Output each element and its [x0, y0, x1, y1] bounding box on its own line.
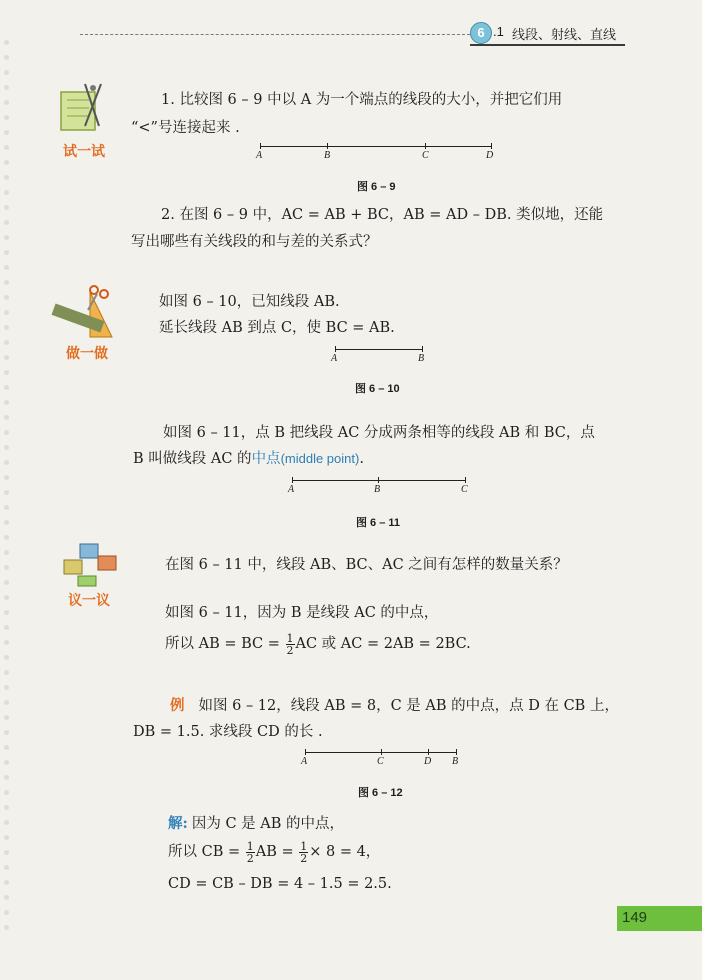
discuss-question: 在图 6 – 11 中，线段 AB、BC、AC 之间有怎样的数量关系？: [165, 557, 568, 573]
do-line1: 如图 6 – 10，已知线段 AB.: [159, 294, 340, 310]
point-label: C: [377, 756, 384, 767]
header-rule: [80, 34, 470, 35]
figure-caption: 图 6 – 9: [357, 181, 396, 193]
tick-d: [428, 749, 429, 755]
tick-d: [491, 143, 492, 149]
point-label: C: [422, 150, 429, 161]
solution-line1-text: 因为 C 是 AB 的中点，: [191, 816, 345, 832]
solution-line2-pre: 所以 CB =: [168, 844, 241, 860]
section-header: [470, 22, 630, 46]
point-label: A: [256, 150, 263, 161]
frac-den: 2: [300, 851, 308, 865]
midpoint-keyword: 中点: [251, 451, 281, 467]
fraction-one-half: [246, 841, 255, 864]
solution-line1: [168, 812, 344, 833]
figure-6-11: [287, 476, 477, 498]
point-label: B: [324, 150, 331, 161]
section-suffix: .1: [493, 24, 504, 39]
do-badge: [50, 282, 120, 362]
midpoint-line1: 如图 6 – 11，点 B 把线段 AC 分成两条相等的线段 AB 和 BC，点: [163, 425, 595, 441]
point-label: B: [452, 756, 459, 767]
figure-6-9: [255, 142, 505, 166]
point-label: A: [288, 484, 295, 495]
section-title: 线段、射线、直线: [512, 28, 617, 43]
do-line2: 延长线段 AB 到点 C，使 BC = AB.: [159, 320, 395, 336]
discussion-computers-icon: [58, 540, 122, 590]
answer-pre: 所以 AB = BC =: [165, 636, 280, 652]
point-label: A: [301, 756, 308, 767]
point-label: B: [374, 484, 381, 495]
midpoint-keyword-en: (middle point): [280, 451, 360, 466]
discuss-answer-line2: [165, 628, 471, 660]
tick-c: [425, 143, 426, 149]
page-number: 149: [622, 909, 648, 926]
solution-label: 解:: [168, 815, 188, 832]
tick-a: [292, 477, 293, 483]
discuss-answer-line1: 如图 6 – 11，因为 B 是线段 AC 的中点，: [165, 605, 439, 621]
do-badge-label: 做一做: [66, 345, 108, 361]
tick-b: [327, 143, 328, 149]
frac-den: 2: [246, 851, 254, 865]
tick-b: [378, 477, 379, 483]
midpoint-line2-post: .: [359, 451, 364, 467]
point-label: A: [331, 353, 338, 364]
segment-line: [335, 349, 423, 350]
tick-a: [260, 143, 261, 149]
point-label: D: [424, 756, 432, 767]
midpoint-line2: [133, 447, 364, 468]
example-line1: [170, 694, 619, 715]
solution-line2-post: × 8 = 4，: [309, 844, 381, 860]
segment-line: [260, 146, 492, 147]
figure-6-12: [300, 748, 470, 770]
frac-den: 2: [286, 643, 294, 657]
ruler-scissors-icon: [50, 282, 120, 342]
discuss-badge-label: 议一议: [68, 592, 110, 608]
tick-b: [422, 346, 423, 352]
figure-6-10: [330, 345, 430, 367]
figure-caption: 图 6 – 12: [358, 787, 403, 799]
segment-line: [292, 480, 466, 481]
solution-line2: [168, 836, 380, 868]
figure-caption: 图 6 – 10: [355, 383, 400, 395]
tick-c: [381, 749, 382, 755]
try-q1-line2: “<”号连接起来 .: [131, 120, 240, 136]
try-q1-line1: 1. 比较图 6 – 9 中以 A 为一个端点的线段的大小，并把它们用: [161, 92, 563, 108]
frac-num: 1: [246, 839, 254, 853]
tick-c: [465, 477, 466, 483]
try-q2-line2: 写出哪些有关线段的和与差的关系式？: [131, 234, 378, 250]
try-q2-line1: 2. 在图 6 – 9 中，AC = AB + BC，AB = AD – DB. 类似地，还能: [161, 207, 604, 223]
example-text: 如图 6 – 12，线段 AB = 8，C 是 AB 的中点，点 D 在 CB 上，: [198, 698, 619, 714]
discuss-badge: [58, 540, 122, 610]
tick-a: [305, 749, 306, 755]
try-badge-label: 试一试: [63, 143, 105, 159]
tick-b: [456, 749, 457, 755]
page-number-tab: [617, 906, 702, 931]
solution-line2-mid: AB =: [255, 844, 294, 860]
try-badge: [55, 78, 115, 158]
midpoint-line2-pre: B 叫做线段 AC 的: [133, 451, 252, 467]
tick-a: [335, 346, 336, 352]
example-line2: DB = 1.5. 求线段 CD 的长 .: [133, 724, 323, 740]
compass-notebook-icon: [55, 78, 115, 140]
header-underline: [470, 44, 625, 46]
fraction-one-half: [299, 841, 308, 864]
point-label: D: [486, 150, 494, 161]
solution-line3: CD = CB – DB = 4 – 1.5 = 2.5.: [168, 876, 392, 892]
point-label: C: [461, 484, 468, 495]
point-label: B: [418, 353, 425, 364]
frac-num: 1: [286, 631, 294, 645]
frac-num: 1: [300, 839, 308, 853]
figure-caption: 图 6 – 11: [356, 517, 401, 529]
chapter-number-circle: 6: [470, 22, 492, 44]
binding-holes: [4, 40, 9, 940]
fraction-one-half: [286, 633, 295, 656]
example-label: 例: [170, 697, 185, 714]
answer-post: AC 或 AC = 2AB = 2BC.: [295, 636, 471, 652]
